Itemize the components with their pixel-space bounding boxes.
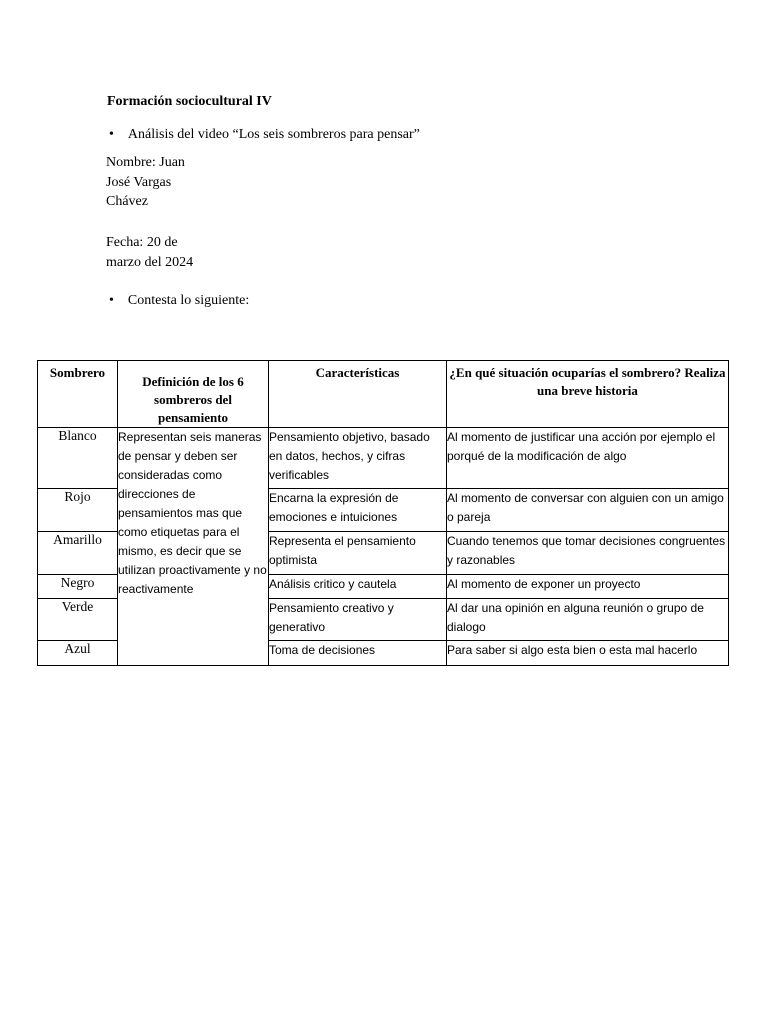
document-title: Formación sociocultural IV — [107, 94, 272, 109]
hat-situation: Al momento de exponer un proyecto — [447, 575, 729, 599]
bullet-instructions — [109, 293, 249, 309]
hat-situation: Para saber si algo esta bien o esta mal hacerlo — [447, 641, 729, 666]
date-line: Fecha: 20 de — [106, 235, 178, 250]
table-row — [38, 428, 729, 489]
hat-situation: Cuando tenemos que tomar decisiones congruentes y razonables — [447, 532, 729, 575]
hat-name: Blanco — [38, 428, 118, 489]
hat-situation: Al momento de conversar con alguien con un amigo o pareja — [447, 489, 729, 532]
hat-characteristics: Representa el pensamiento optimista — [269, 532, 447, 575]
six-hats-table — [37, 360, 729, 666]
bullet-video-analysis — [109, 127, 420, 143]
student-name — [106, 153, 185, 212]
bullet-text: Contesta lo siguiente: — [127, 293, 250, 308]
hat-characteristics: Pensamiento creativo y generativo — [269, 599, 447, 641]
document-date — [106, 233, 193, 272]
hat-characteristics: Encarna la expresión de emociones e intuiciones — [269, 489, 447, 532]
name-line: Chávez — [106, 194, 148, 209]
hat-name: Verde — [38, 599, 118, 641]
hat-name: Rojo — [38, 489, 118, 532]
header-situation: ¿En qué situación ocuparías el sombrero? Realiza una breve historia — [447, 361, 729, 428]
hat-name: Azul — [38, 641, 118, 666]
header-definition: Definición de los 6 sombreros del pensamiento — [118, 361, 269, 428]
name-line: José Vargas — [106, 174, 172, 190]
hat-characteristics: Pensamiento objetivo, basado en datos, hechos, y cifras verificables — [269, 428, 447, 489]
hat-situation: Al momento de justificar una acción por ejemplo el porqué de la modificación de algo — [447, 428, 729, 489]
header-characteristics: Características — [269, 361, 447, 428]
bullet-marker: • — [109, 127, 114, 142]
hat-situation: Al dar una opinión en alguna reunión o grupo de dialogo — [447, 599, 729, 641]
bullet-text: Análisis del video “Los seis sombreros para pensar” — [127, 127, 420, 142]
hat-name: Negro — [38, 575, 118, 599]
header-hat: Sombrero — [38, 361, 118, 428]
hat-name: Amarillo — [38, 532, 118, 575]
hat-characteristics: Análisis critico y cautela — [269, 575, 447, 599]
bullet-marker: • — [109, 293, 114, 308]
date-line: marzo del 2024 — [106, 254, 194, 270]
hat-characteristics: Toma de decisiones — [269, 641, 447, 666]
hats-definition: Representan seis maneras de pensar y deben ser consideradas como direcciones de pensamientos mas que como etiquetas para el mismo, es decir que se utilizan proactivamente y no reactivamente — [118, 428, 269, 666]
name-line: Nombre: Juan — [106, 155, 185, 170]
table-header-row — [38, 361, 729, 428]
